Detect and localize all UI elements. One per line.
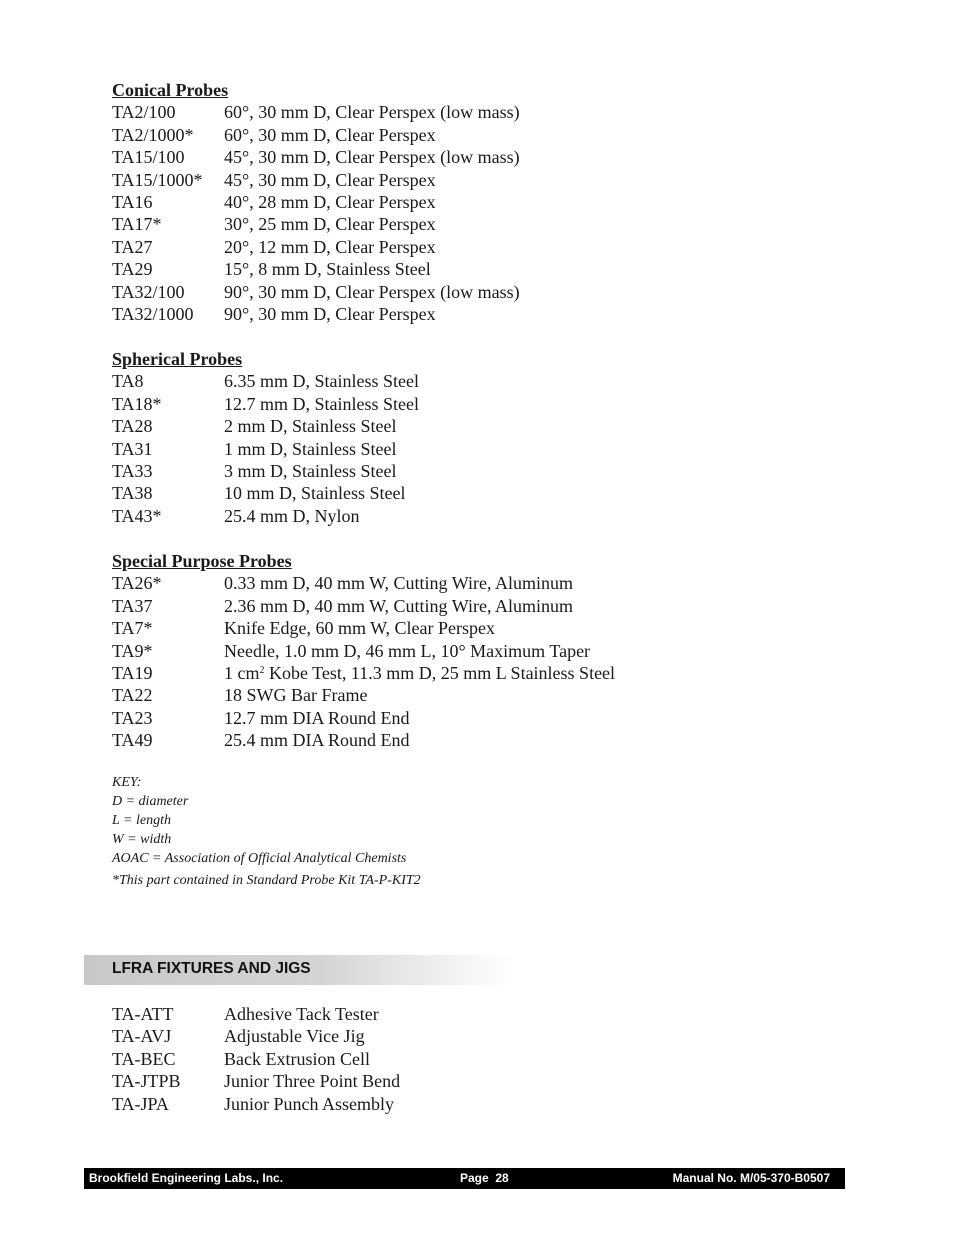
probe-desc: 60°, 30 mm D, Clear Perspex xyxy=(224,124,436,145)
list-item xyxy=(112,482,419,504)
key-title: KEY: xyxy=(112,775,142,790)
list-item xyxy=(112,393,419,415)
list-item xyxy=(112,124,520,146)
probe-desc: 18 SWG Bar Frame xyxy=(224,685,368,706)
list-item xyxy=(112,684,615,706)
superscript: 2 xyxy=(259,664,265,676)
list-item xyxy=(112,191,520,213)
list-item xyxy=(112,640,615,662)
probe-code: TA19 xyxy=(112,662,153,683)
list-item xyxy=(112,169,520,191)
probe-desc: 12.7 mm DIA Round End xyxy=(224,707,410,728)
footer-company: Brookfield Engineering Labs., Inc. xyxy=(89,1171,284,1185)
probe-desc: 0.33 mm D, 40 mm W, Cutting Wire, Aluminum xyxy=(224,573,573,594)
list-item xyxy=(112,213,520,235)
list-item xyxy=(112,438,419,460)
key-legend xyxy=(112,773,421,890)
footer-page-number: Page 28 xyxy=(460,1171,509,1185)
probe-code: TA8 xyxy=(112,371,144,392)
fixture-desc: Junior Three Point Bend xyxy=(224,1071,401,1092)
probe-desc: 3 mm D, Stainless Steel xyxy=(224,460,397,481)
page-footer xyxy=(84,1168,845,1189)
fixture-code: TA-BEC xyxy=(112,1048,176,1069)
section-heading: Special Purpose Probes xyxy=(112,551,292,571)
list-item xyxy=(112,662,615,684)
key-line: AOAC = Association of Official Analytical Chemists xyxy=(112,851,407,866)
section-heading: Conical Probes xyxy=(112,80,229,100)
fixtures-list xyxy=(112,1003,400,1115)
list-item xyxy=(112,281,520,303)
footer-manual-number: Manual No. M/05-370-B0507 xyxy=(672,1171,830,1185)
probe-desc: 10 mm D, Stainless Steel xyxy=(224,483,406,504)
banner-title: LFRA FIXTURES AND JIGS xyxy=(112,960,311,977)
fixture-desc: Junior Punch Assembly xyxy=(224,1093,395,1114)
probe-code: TA23 xyxy=(112,707,153,728)
probe-code: TA2/1000* xyxy=(112,124,194,145)
probe-code: TA15/100 xyxy=(112,147,185,168)
probe-code: TA28 xyxy=(112,416,153,437)
fixture-desc: Adjustable Vice Jig xyxy=(224,1026,365,1047)
probe-code: TA32/1000 xyxy=(112,303,194,324)
list-item xyxy=(112,101,520,123)
probe-code: TA16 xyxy=(112,191,153,212)
probe-desc: 2 mm D, Stainless Steel xyxy=(224,416,397,437)
probe-code: TA15/1000* xyxy=(112,169,203,190)
probe-desc: 90°, 30 mm D, Clear Perspex xyxy=(224,303,436,324)
probe-code: TA7* xyxy=(112,618,153,639)
probe-code: TA33 xyxy=(112,460,153,481)
list-item xyxy=(112,595,615,617)
list-item xyxy=(112,370,419,392)
probe-code: TA27 xyxy=(112,236,153,257)
list-item xyxy=(112,617,615,639)
probe-desc: 20°, 12 mm D, Clear Perspex xyxy=(224,236,436,257)
list-item xyxy=(112,1025,400,1047)
list-item xyxy=(112,505,419,527)
spherical-probes-section xyxy=(112,348,419,527)
probe-code: TA22 xyxy=(112,685,153,706)
probe-desc: 60°, 30 mm D, Clear Perspex (low mass) xyxy=(224,102,520,123)
fixture-code: TA-AVJ xyxy=(112,1026,172,1047)
probe-code: TA29 xyxy=(112,259,153,280)
fixture-code: TA-JPA xyxy=(112,1093,169,1114)
probe-code: TA38 xyxy=(112,483,153,504)
probe-desc: 45°, 30 mm D, Clear Perspex (low mass) xyxy=(224,147,520,168)
list-item xyxy=(112,1003,400,1025)
probe-desc: 12.7 mm D, Stainless Steel xyxy=(224,393,419,414)
probe-code: TA26* xyxy=(112,573,162,594)
list-item xyxy=(112,1093,400,1115)
key-line: W = width xyxy=(112,832,172,847)
fixture-code: TA-JTPB xyxy=(112,1071,181,1092)
probe-code: TA2/100 xyxy=(112,102,176,123)
probe-desc: 2.36 mm D, 40 mm W, Cutting Wire, Aluminum xyxy=(224,595,573,616)
probe-code: TA17* xyxy=(112,214,162,235)
probe-desc: 90°, 30 mm D, Clear Perspex (low mass) xyxy=(224,281,520,302)
list-item xyxy=(112,146,520,168)
probe-desc-text: Kobe Test, 11.3 mm D, 25 mm L Stainless Steel xyxy=(264,662,616,683)
special-purpose-probes-section xyxy=(112,550,615,752)
probe-desc-text: 1 cm xyxy=(224,662,260,683)
probe-code: TA49 xyxy=(112,730,153,751)
list-item xyxy=(112,415,419,437)
probe-desc: 25.4 mm D, Nylon xyxy=(224,505,360,526)
probe-desc: 45°, 30 mm D, Clear Perspex xyxy=(224,169,436,190)
list-item xyxy=(112,258,520,280)
fixture-desc: Back Extrusion Cell xyxy=(224,1048,370,1069)
probe-code: TA31 xyxy=(112,438,153,459)
probe-desc: 30°, 25 mm D, Clear Perspex xyxy=(224,214,436,235)
list-item xyxy=(112,303,520,325)
probe-desc: 1 mm D, Stainless Steel xyxy=(224,438,397,459)
list-item xyxy=(112,236,520,258)
key-line: L = length xyxy=(112,813,171,828)
fixture-desc: Adhesive Tack Tester xyxy=(224,1004,379,1024)
section-banner xyxy=(84,955,512,985)
probe-desc: Needle, 1.0 mm D, 46 mm L, 10° Maximum Taper xyxy=(224,640,591,661)
probe-code: TA32/100 xyxy=(112,281,185,302)
list-item xyxy=(112,1070,400,1092)
probe-code: TA9* xyxy=(112,640,153,661)
list-item xyxy=(112,1048,400,1070)
fixture-code: TA-ATT xyxy=(112,1004,174,1024)
conical-probes-section xyxy=(112,79,520,325)
list-item xyxy=(112,460,419,482)
key-line: D = diameter xyxy=(112,794,189,809)
list-item xyxy=(112,729,615,751)
probe-desc: 15°, 8 mm D, Stainless Steel xyxy=(224,259,431,280)
probe-code: TA37 xyxy=(112,595,153,616)
list-item xyxy=(112,707,615,729)
probe-desc xyxy=(224,662,615,684)
probe-desc: 6.35 mm D, Stainless Steel xyxy=(224,371,419,392)
probe-code: TA18* xyxy=(112,393,162,414)
probe-desc: 25.4 mm DIA Round End xyxy=(224,730,410,751)
probe-code: TA43* xyxy=(112,505,162,526)
probe-desc: Knife Edge, 60 mm W, Clear Perspex xyxy=(224,618,495,639)
key-note: *This part contained in Standard Probe Kit TA-P-KIT2 xyxy=(112,873,421,888)
section-heading: Spherical Probes xyxy=(112,349,243,369)
list-item xyxy=(112,572,615,594)
probe-desc: 40°, 28 mm D, Clear Perspex xyxy=(224,191,436,212)
